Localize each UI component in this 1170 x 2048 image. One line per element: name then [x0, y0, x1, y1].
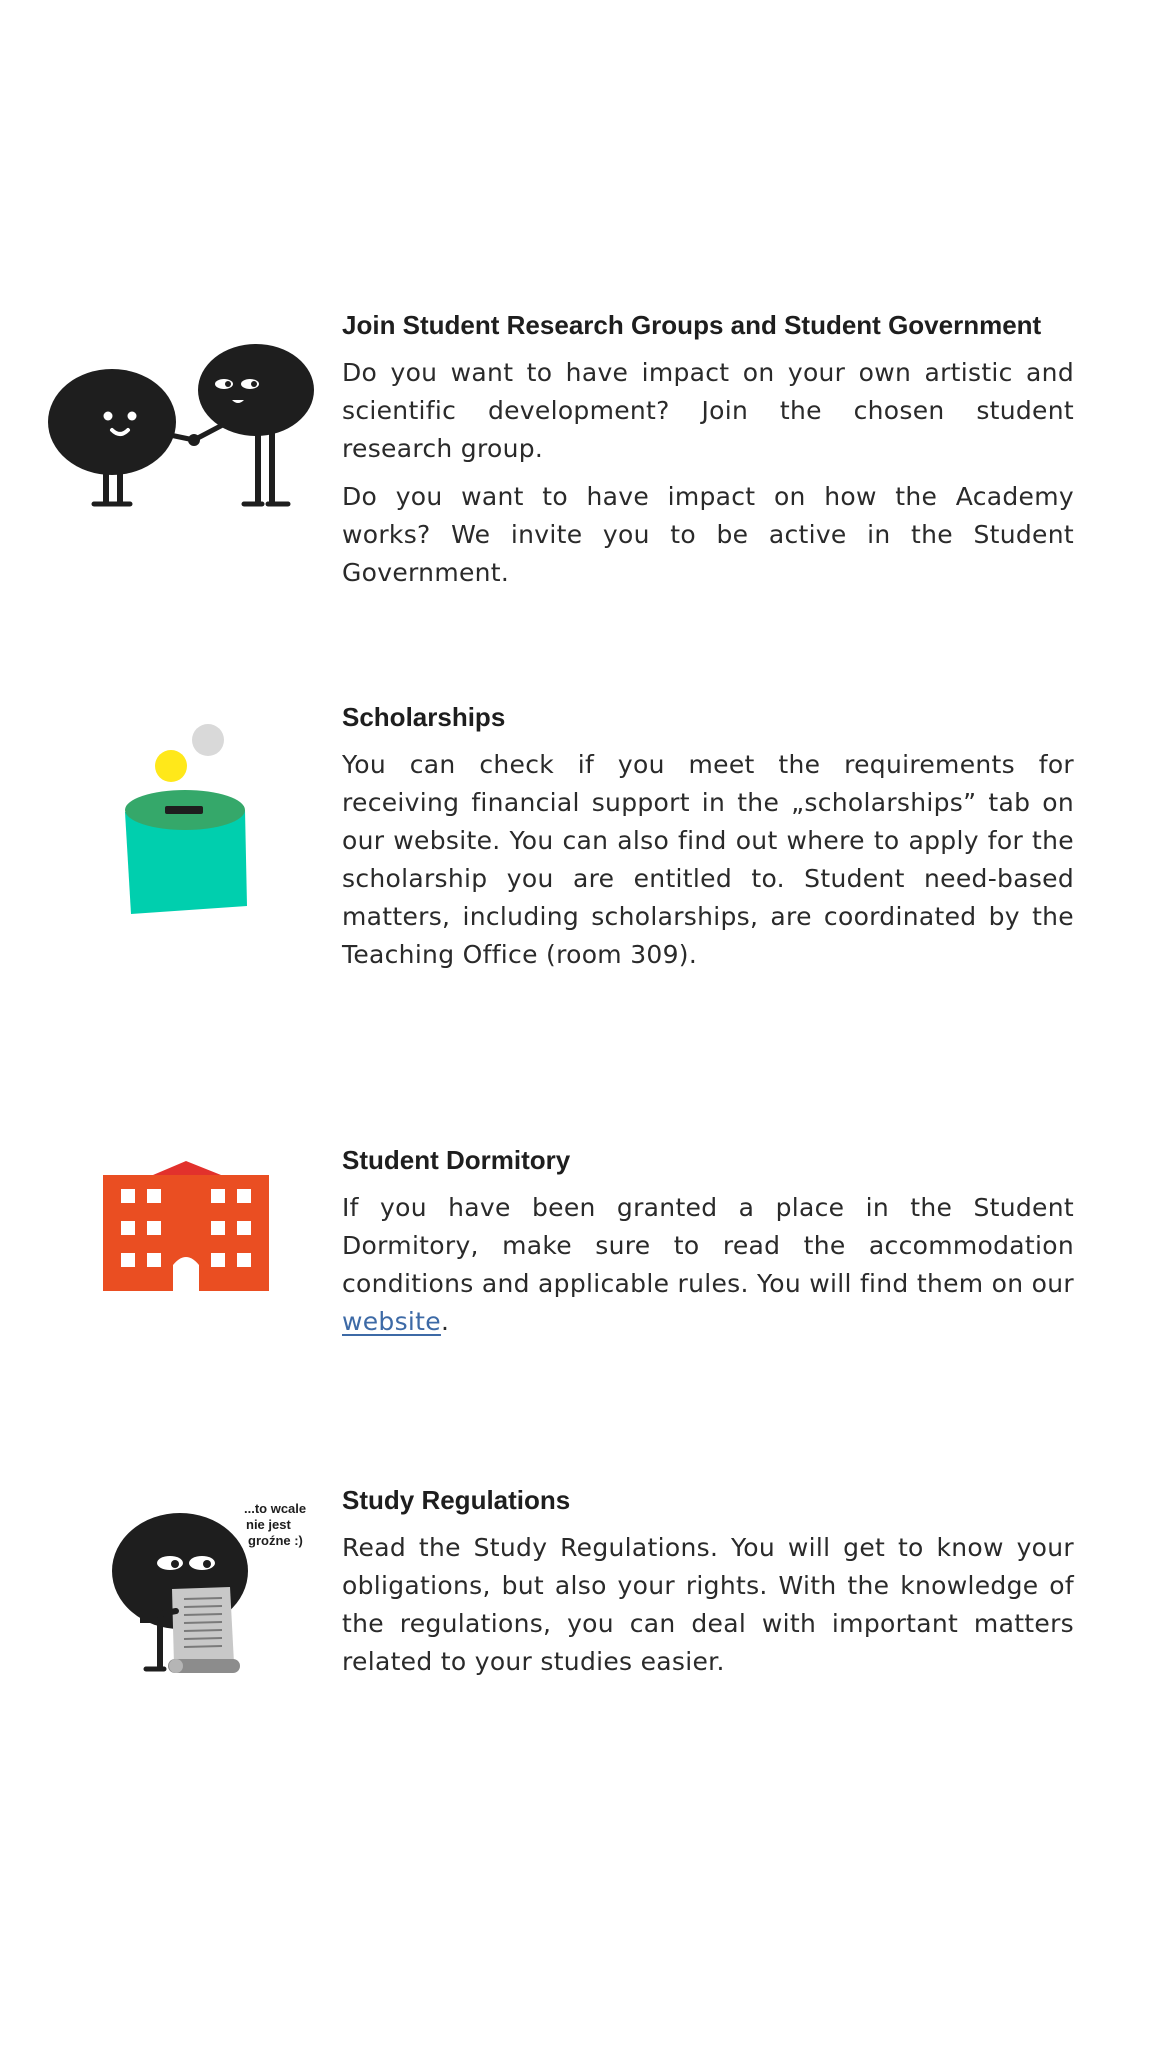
section-heading: Study Regulations [342, 1485, 571, 1515]
paragraph-text: If you have been granted a place in the Student Dormitory, make sure to read the accommodation conditions and applicable rules. You will find them on our [342, 1193, 1074, 1298]
dormitory-building-icon [103, 1159, 269, 1291]
section-paragraph: You can check if you meet the requirements for receiving financial support in the „scholarships” tab on our website. You can also find out where to apply for the scholarship you are entitled to. Student need-based matters, including scholarships, are coordinated by the Teaching Office (room 309). [342, 750, 1074, 969]
section-paragraph: Do you want to have impact on your own artistic and scientific development? Join the chosen student research group. [342, 358, 1074, 463]
section-paragraph: Do you want to have impact on how the Academy works? We invite you to be active in the Student Government. [342, 482, 1074, 587]
handshake-figures-icon [44, 340, 314, 510]
figure-with-scroll-icon [104, 1493, 314, 1683]
speech-bubble-line: groźne :) [248, 1533, 303, 1548]
speech-bubble-line: nie jest [246, 1517, 291, 1532]
section-heading: Student Dormitory [342, 1145, 571, 1175]
section-paragraph: Read the Study Regulations. You will get to know your obligations, but also your rights. With the knowledge of the regulations, you can deal with important matters related to your studies easier. [342, 1533, 1074, 1676]
piggy-bank-coins-icon [115, 724, 265, 924]
paragraph-text: . [440, 1307, 450, 1336]
section-paragraph [342, 1189, 1074, 1341]
section-heading: Scholarships [342, 702, 506, 732]
website-link[interactable]: website [342, 1307, 441, 1336]
section-heading: Join Student Research Groups and Student Government [342, 310, 1042, 340]
speech-bubble-line: ...to wcale [244, 1501, 307, 1516]
